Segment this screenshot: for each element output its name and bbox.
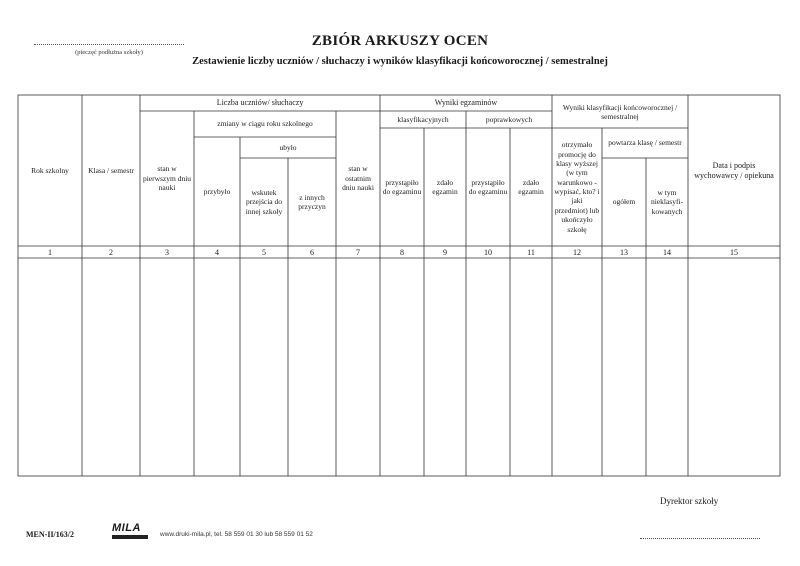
col-header-przybylo: przybyło [203, 186, 231, 196]
col-number: 8 [400, 247, 404, 257]
group-header-klasyfikacyjnych: klasyfikacyjnych [397, 114, 449, 124]
col-header-z-innych-przyczyn: z innych przyczyn [298, 192, 326, 211]
col-header-klasa-semestr: Klasa / semestr [88, 165, 134, 175]
signature-dotted-line [640, 534, 760, 539]
col-header-stan-pierwszy-dzien: stan w pierwszym dniu nauki [142, 164, 192, 193]
col-header-data-podpis: Data i podpis wychowawcy / opiekuna [694, 160, 774, 180]
col-header-stan-ostatni-dzien: stan w ostatnim dniu nauki [342, 164, 374, 193]
col-number: 13 [620, 247, 628, 257]
page-title: ZBIÓR ARKUSZY OCEN [311, 33, 489, 49]
col-number: 4 [215, 247, 219, 257]
form-code: MEN-II/163/2 [26, 530, 74, 539]
col-number: 1 [48, 247, 52, 257]
col-number: 12 [573, 247, 581, 257]
col-header-otrzymalo-promocje: otrzymało promocję do klasy wyższej (w tym warunkowo - wypisać, kto? i jaki przedmiot) lub ukończyło szkołę [554, 140, 600, 234]
group-header-zmiany: zmiany w ciągu roku szkolnego [217, 119, 313, 129]
col-number: 15 [730, 247, 738, 257]
col-number: 14 [663, 247, 671, 257]
publisher-logo [112, 522, 148, 542]
col-header-zdalo-klas: zdało egzamin [432, 177, 458, 196]
publisher-contact: www.druki-mila.pl, tel. 58 559 01 30 lub 58 559 01 52 [160, 531, 313, 538]
col-header-rok-szkolny: Rok szkolny [31, 165, 69, 175]
col-number: 11 [527, 247, 535, 257]
col-number: 3 [165, 247, 169, 257]
col-header-nieklasyfikowanych: w tym nieklasyfi-kowanych [650, 187, 684, 216]
col-number: 9 [443, 247, 447, 257]
group-header-poprawkowych: poprawkowych [485, 114, 533, 124]
page-subtitle: Zestawienie liczby uczniów / słuchaczy i wyników klasyfikacji końcoworocznej / semestralnej [192, 56, 608, 67]
group-header-liczba-uczniow: Liczba uczniów/ słuchaczy [216, 98, 304, 107]
group-header-wyniki-klasyfikacji: Wyniki klasyfikacji końcoworocznej / semestralnej [562, 102, 678, 121]
dyrektor-label: Dyrektor szkoły [660, 496, 719, 506]
group-header-powtarza: powtarza klasę / semestr [608, 138, 682, 148]
col-header-przystapilo-klas: przystąpiło do egzaminu [382, 177, 422, 196]
group-header-wyniki-egzaminow: Wyniki egzaminów [434, 98, 498, 107]
col-number: 7 [356, 247, 360, 257]
logo-bar [112, 535, 148, 539]
col-header-zdalo-popr: zdało egzamin [518, 177, 544, 196]
col-number: 5 [262, 247, 266, 257]
col-number: 10 [484, 247, 492, 257]
col-header-wskutek-przejscia: wskutek przejścia do innej szkoły [245, 187, 283, 216]
col-number: 2 [109, 247, 113, 257]
logo-text: MILA [112, 522, 141, 534]
col-header-przystapilo-popr: przystąpiło do egzaminu [468, 177, 508, 196]
group-header-ubylo: ubyło [279, 142, 297, 152]
col-number: 6 [310, 247, 314, 257]
stamp-label: (pieczęć podłużna szkoły) [75, 49, 143, 56]
col-header-ogolem: ogółem [612, 197, 636, 207]
